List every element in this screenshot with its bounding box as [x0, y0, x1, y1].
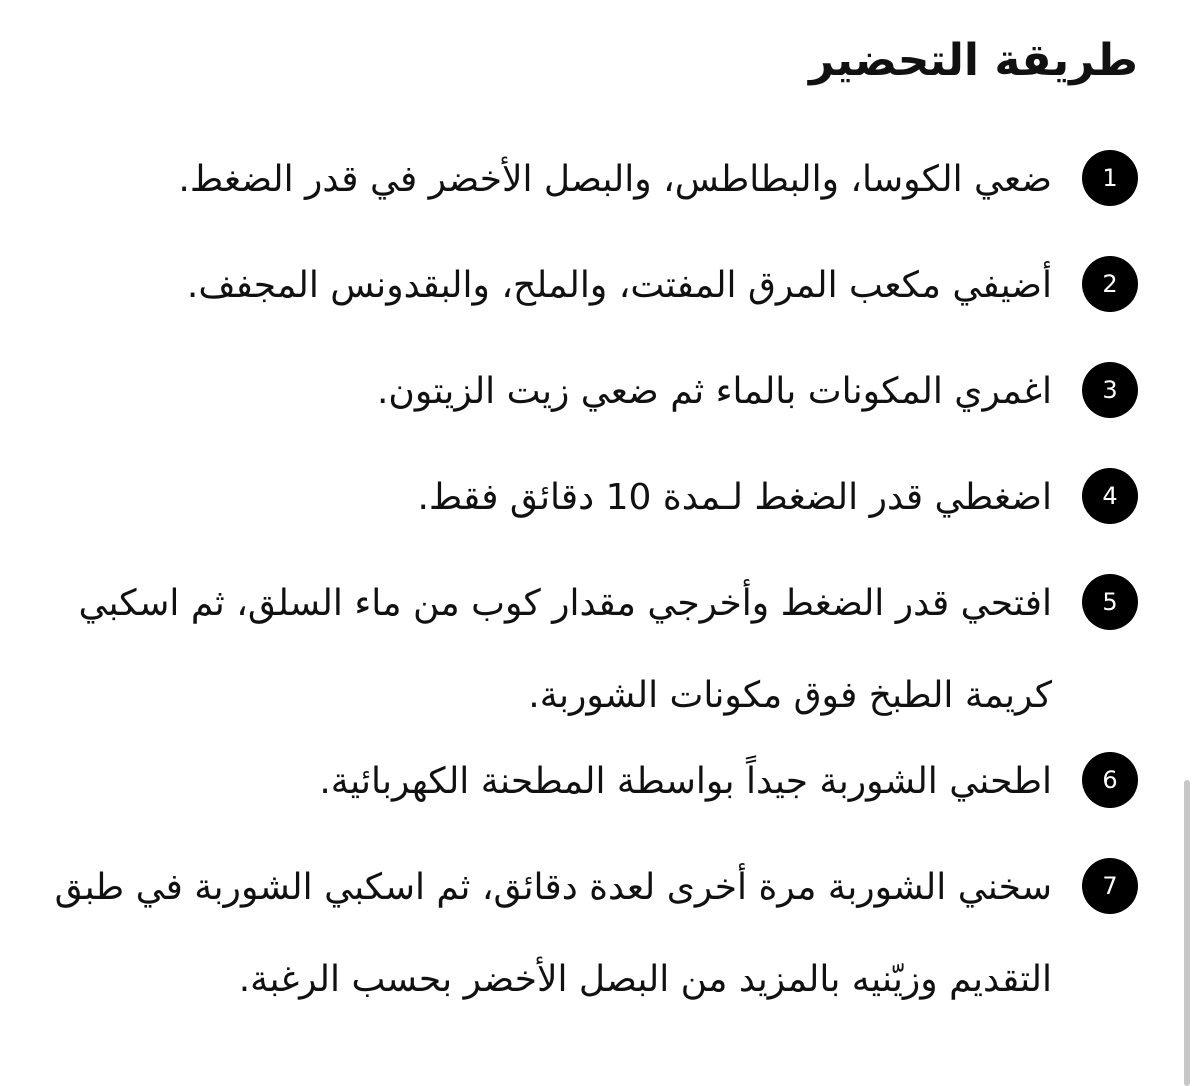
step-text: ضعي الكوسا، والبطاطس، والبصل الأخضر في قدر الضغط. [178, 159, 1052, 200]
step-number-badge: 2 [1082, 256, 1138, 312]
step-number-badge: 5 [1082, 574, 1138, 630]
step-text: أضيفي مكعب المرق المفتت، والملح، والبقدونس المجفف. [186, 265, 1052, 306]
vertical-scrollbar[interactable] [1184, 780, 1190, 1086]
step-text: اضغطي قدر الضغط لـمدة 10 دقائق فقط. [417, 477, 1052, 518]
step-text: افتحي قدر الضغط وأخرجي مقدار كوب من ماء السلق، ثم اسكبي كريمة الطبخ فوق مكونات الشوربة. [78, 583, 1052, 716]
step-item [48, 736, 1138, 828]
step-number-badge: 1 [1082, 150, 1138, 206]
step-text: سخني الشوربة مرة أخرى لعدة دقائق، ثم اسكبي الشوربة في طبق التقديم وزيّنيه بالمزيد من البصل الأخضر بحسب الرغبة. [54, 867, 1052, 1000]
step-item [48, 240, 1138, 332]
step-number-badge: 7 [1082, 858, 1138, 914]
step-number-badge: 4 [1082, 468, 1138, 524]
step-text: اطحني الشوربة جيداً بواسطة المطحنة الكهربائية. [319, 761, 1052, 802]
step-number-badge: 3 [1082, 362, 1138, 418]
step-text: اغمري المكونات بالماء ثم ضعي زيت الزيتون. [376, 371, 1052, 412]
step-item [48, 558, 1138, 742]
step-item [48, 842, 1138, 1026]
step-item [48, 346, 1138, 438]
section-title: طريقة التحضير [809, 35, 1138, 86]
step-number-badge: 6 [1082, 752, 1138, 808]
step-item [48, 452, 1138, 544]
step-item [48, 134, 1138, 226]
